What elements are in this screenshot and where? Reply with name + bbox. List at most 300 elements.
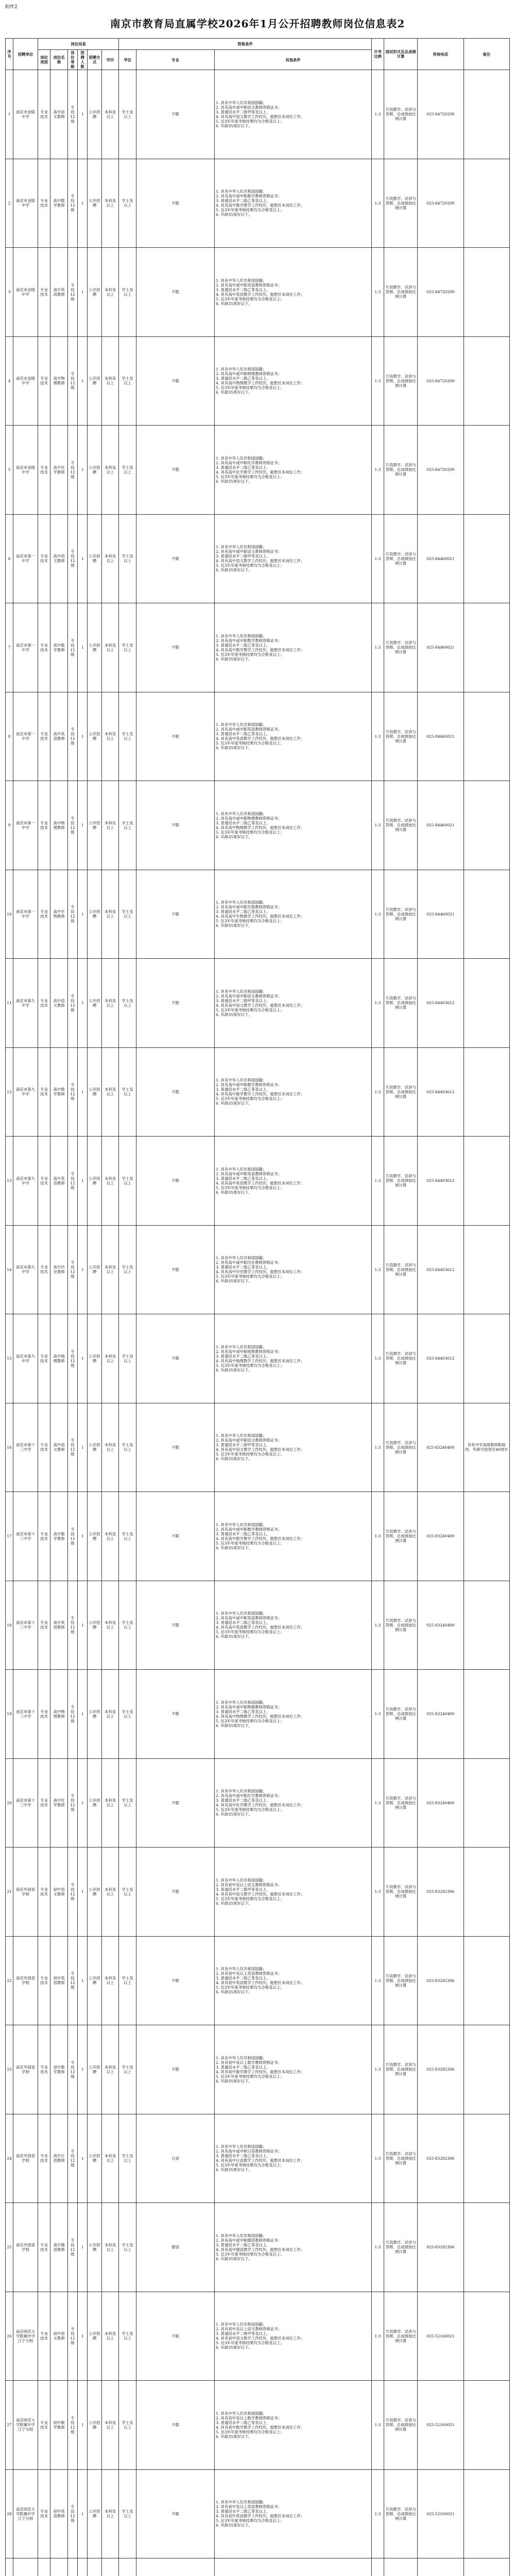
cell-phone: 025-83240400 (418, 1581, 464, 1670)
cell-degree: 学士及以上 (119, 1225, 136, 1314)
cell-assessment: 片段教学、试讲与答辩，总成绩按比例计算 (384, 1758, 418, 1848)
requirement-line: 2. 具有高中或中职数学教师资格证书； (216, 1082, 282, 1088)
cell-unit: 南京外国语学校 (13, 1936, 38, 2025)
requirement-line: 1. 具有中华人民共和国国籍； (216, 2411, 267, 2416)
cell-major: 不限 (136, 514, 214, 603)
cell-education: 本科及以上 (101, 781, 119, 870)
cell-level: 专技12级 (67, 2203, 77, 2292)
table-row (6, 1758, 510, 1848)
requirement-line: 1. 具有中华人民共和国国籍； (216, 545, 267, 550)
requirement-line: 6. 年龄35周岁以下。 (216, 656, 252, 662)
cell-note (464, 2025, 510, 2114)
cell-education: 本科及以上 (101, 426, 119, 515)
cell-degree: 学士及以上 (119, 336, 136, 426)
cell-education: 本科及以上 (101, 1848, 119, 1937)
header-link: 面试形式及总成绩计算 (384, 39, 418, 70)
requirement-line: 1. 具有中华人民共和国国籍； (216, 900, 267, 905)
cell-education: 本科及以上 (101, 603, 119, 692)
cell-mode: 公开招聘 (88, 1670, 101, 1759)
cell-position-name: 高中英语教师 (50, 248, 68, 337)
requirement-line: 6. 年龄35周岁以下。 (216, 1990, 252, 1995)
cell-phone: 025-84460021 (418, 603, 464, 692)
requirement-line: 2. 具有高中或中职数学教师资格证书； (216, 1527, 282, 1532)
cell-unit: 南京市第十三中学 (13, 1758, 38, 1848)
cell-idx: 28 (6, 2469, 13, 2558)
cell-mode: 公开招聘 (88, 1047, 101, 1137)
cell-unit: 南京市第一中学 (13, 603, 38, 692)
cell-mode: 公开招聘 (88, 870, 101, 959)
requirement-line: 2. 具有初中及以上英语教师资格证书； (216, 2504, 282, 2510)
cell-degree: 学士及以上 (119, 781, 136, 870)
cell-assessment: 片段教学、试讲与答辩，总成绩按比例计算 (384, 2469, 418, 2558)
cell-level: 专技12级 (67, 1670, 77, 1759)
cell-category: 专业技术 (38, 1492, 50, 1581)
cell-category: 专业技术 (38, 1225, 50, 1314)
requirement-line: 5. 近3年年度考核结果均为合格及以上； (216, 1896, 284, 1901)
requirement-line: 6. 年龄35周岁以下。 (216, 1634, 252, 1639)
cell-degree: 学士及以上 (119, 1758, 136, 1848)
cell-unit: 南京市金陵中学 (13, 70, 38, 159)
cell-phone: 025-83240400 (418, 1758, 464, 1848)
cell-phone: 025-84720209 (418, 426, 464, 515)
cell-unit: 南京市第十三中学 (13, 1670, 38, 1759)
cell-idx: 13 (6, 1137, 13, 1226)
requirement-line: 5. 近3年年度考核结果均为合格及以上； (216, 1630, 284, 1635)
cell-note (464, 2381, 510, 2470)
cell-mode: 公开招聘 (88, 692, 101, 781)
cell-unit: 南京市金陵中学 (13, 336, 38, 426)
cell-major: 不限 (136, 1581, 214, 1670)
cell-ratio: 1:3 (371, 1848, 384, 1937)
page-title: 南京市教育局直属学校2026年1月公开招聘教师岗位信息表2 (110, 18, 405, 30)
header-pname: 岗位名称 (50, 50, 68, 70)
cell-position-name: 初中数学教师 (50, 2381, 68, 2470)
requirement-line: 4. 具有初中数学教学工作经历，能胜任本岗位工作； (216, 2425, 305, 2430)
cell-ratio: 1:3 (371, 1670, 384, 1759)
cell-mode: 公开招聘 (88, 1492, 101, 1581)
requirement-line: 5. 近3年年度考核结果均为合格及以上； (216, 1007, 284, 1012)
cell-idx: 4 (6, 336, 13, 426)
cell-phone: 025-83282306 (418, 2203, 464, 2292)
cell-note (464, 1137, 510, 1226)
cell-requirements (215, 2203, 372, 2292)
cell-note (464, 2558, 510, 2576)
cell-major: 不限 (136, 1848, 214, 1937)
requirement-line: 1. 具有中华人民共和国国籍； (216, 455, 267, 461)
cell-mode: 公开招聘 (88, 1758, 101, 1848)
cell-education: 本科及以上 (101, 2381, 119, 2470)
header-mode: 招聘方式 (88, 50, 101, 70)
cell-note (464, 870, 510, 959)
requirement-line: 4. 具有初中语文教学工作经历，能胜任本岗位工作； (216, 1891, 305, 1896)
requirement-line: 1. 具有中华人民共和国国籍； (216, 1166, 267, 1172)
requirement-line: 3. 普通话水平二级甲等及以上。 (216, 554, 270, 559)
requirement-line: 1. 具有中华人民共和国国籍； (216, 1700, 267, 1705)
requirement-line: 6. 年龄35周岁以下。 (216, 1545, 252, 1550)
cell-idx: 7 (6, 603, 13, 692)
cell-mode: 公开招聘 (88, 2469, 101, 2558)
cell-assessment: 片段教学、试讲与答辩，总成绩按比例计算 (384, 1848, 418, 1937)
requirement-line: 1. 具有中华人民共和国国籍； (216, 2233, 267, 2238)
cell-position-name: 高中语文教师 (50, 1403, 68, 1492)
cell-requirements (215, 603, 372, 692)
cell-assessment: 片段教学、试讲与答辩，总成绩按比例计算 (384, 514, 418, 603)
requirement-line: 6. 年龄35周岁以下。 (216, 1812, 252, 1817)
cell-ratio: 1:3 (371, 870, 384, 959)
requirement-line: 2. 具有高中或中职语文教师资格证书； (216, 549, 282, 554)
requirement-line: 4. 具有高中英语教学工作经历，能胜任本岗位工作； (216, 1180, 305, 1185)
cell-idx: 12 (6, 1047, 13, 1137)
cell-level: 专技12级 (67, 70, 77, 159)
requirement-line: 4. 具有高中日语教学工作经历，能胜任本岗位工作； (216, 2158, 305, 2163)
header-unit: 招聘单位 (13, 39, 38, 70)
cell-unit: 南京市第十三中学 (13, 1492, 38, 1581)
cell-assessment: 片段教学、试讲与答辩，总成绩按比例计算 (384, 159, 418, 248)
cell-note (464, 159, 510, 248)
cell-major: 不限 (136, 159, 214, 248)
cell-category: 专业技术 (38, 1936, 50, 2025)
requirement-line: 3. 普通话水平二级乙等及以上。 (216, 732, 270, 737)
cell-category: 专业技术 (38, 2292, 50, 2381)
cell-level: 专技12级 (67, 959, 77, 1048)
cell-headcount: 1 (78, 1936, 88, 2025)
cell-requirements (215, 1848, 372, 1937)
requirement-line: 1. 具有中华人民共和国国籍； (216, 1344, 267, 1349)
cell-level: 专技12级 (67, 426, 77, 515)
table-row (6, 248, 510, 337)
requirement-line: 3. 普通话水平二级甲等及以上。 (216, 109, 270, 114)
cell-category: 专业技术 (38, 248, 50, 337)
table-row (6, 336, 510, 426)
table-row (6, 781, 510, 870)
table-row (6, 1225, 510, 1314)
cell-degree: 学士及以上 (119, 1137, 136, 1226)
cell-assessment: 片段教学、试讲与答辩，总成绩按比例计算 (384, 70, 418, 159)
cell-education: 本科及以上 (101, 870, 119, 959)
cell-phone: 025-84720209 (418, 336, 464, 426)
cell-requirements (215, 426, 372, 515)
cell-idx: 8 (6, 692, 13, 781)
table-body (6, 70, 510, 2576)
cell-category: 专业技术 (38, 514, 50, 603)
requirement-line: 2. 具有高中或中职语文教师资格证书； (216, 105, 282, 110)
requirement-line: 6. 年龄35周岁以下。 (216, 1012, 252, 1017)
cell-major: 不限 (136, 1047, 214, 1137)
requirement-line: 5. 近3年年度考核结果均为合格及以上； (216, 1807, 284, 1812)
requirement-line: 5. 近3年年度考核结果均为合格及以上； (216, 1540, 284, 1546)
requirement-line: 6. 年龄35周岁以下。 (216, 834, 252, 839)
cell-idx: 20 (6, 1758, 13, 1848)
cell-education: 本科及以上 (101, 1314, 119, 1403)
cell-assessment: 片段教学、试讲与答辩，总成绩按比例计算 (384, 2203, 418, 2292)
cell-category: 专业技术 (38, 1581, 50, 1670)
cell-idx: 1 (6, 70, 13, 159)
requirement-line: 5. 近3年年度考核结果均为合格及以上； (216, 829, 284, 835)
cell-level: 专技12级 (67, 1314, 77, 1403)
cell-major: 不限 (136, 336, 214, 426)
cell-headcount: 1 (78, 426, 88, 515)
cell-mode: 公开招聘 (88, 1848, 101, 1937)
cell-category: 专业技术 (38, 692, 50, 781)
table-row (6, 70, 510, 159)
requirement-line: 1. 具有中华人民共和国国籍； (216, 367, 267, 372)
requirement-line: 6. 年龄35周岁以下。 (216, 2523, 252, 2528)
cell-ratio: 1:3 (371, 1137, 384, 1226)
cell-phone: 025-84403612 (418, 1137, 464, 1226)
cell-mode: 公开招聘 (88, 1137, 101, 1226)
cell-requirements (215, 514, 372, 603)
cell-mode: 公开招聘 (88, 336, 101, 426)
job-table (5, 38, 510, 2576)
requirement-line: 5. 近3年年度考核结果均为合格及以上； (216, 474, 284, 479)
requirement-line: 3. 普通话水平二级乙等及以上。 (216, 642, 270, 648)
cell-headcount: 1 (78, 2381, 88, 2470)
requirement-line: 3. 普通话水平二级乙等及以上。 (216, 1709, 270, 1714)
cell-education: 本科及以上 (101, 2025, 119, 2114)
requirement-line: 2. 具有高中或中职英语教师资格证书； (216, 1616, 282, 1621)
cell-idx: 16 (6, 1403, 13, 1492)
requirement-line: 3. 普通话水平二级乙等及以上。 (216, 1976, 270, 1981)
cell-ratio: 1:3 (371, 2381, 384, 2470)
cell-phone: 025-84403612 (418, 959, 464, 1048)
cell-headcount: 1 (78, 70, 88, 159)
requirement-line: 1. 具有中华人民共和国国籍； (216, 278, 267, 283)
cell-position-name: 高中化学教师 (50, 1758, 68, 1848)
cell-headcount: 1 (78, 1225, 88, 1314)
cell-position-name: 初中英语教师 (50, 1936, 68, 2025)
requirement-line: 5. 近3年年度考核结果均为合格及以上； (216, 741, 284, 746)
cell-education: 本科及以上 (101, 1047, 119, 1137)
cell-idx: 14 (6, 1225, 13, 1314)
requirement-line: 3. 普通话水平二级乙等及以上。 (216, 1265, 270, 1270)
cell-major: 不限 (136, 959, 214, 1048)
cell-degree: 学士及以上 (119, 248, 136, 337)
cell-level (67, 2558, 77, 2576)
cell-unit: 南京师范大学附属中学江宁分校 (13, 2292, 38, 2381)
cell-note (464, 514, 510, 603)
cell-degree: 学士及以上 (119, 2025, 136, 2114)
cell-position-name: 初中英语教师 (50, 2469, 68, 2558)
cell-requirements (215, 1403, 372, 1492)
cell-unit: 南京外国语学校 (13, 2203, 38, 2292)
cell-headcount: 1 (78, 1758, 88, 1848)
cell-degree: 学士及以上 (119, 1936, 136, 2025)
cell-category: 专业技术 (38, 1848, 50, 1937)
cell-ratio: 1:3 (371, 2114, 384, 2203)
cell-major: 不限 (136, 1936, 214, 2025)
requirement-line: 2. 具有初中及以上语文教师资格证书； (216, 2327, 282, 2332)
requirement-line: 4. 具有高中数学教学工作经历，能胜任本岗位工作； (216, 1536, 305, 1541)
table-row (6, 1314, 510, 1403)
cell-idx: 26 (6, 2292, 13, 2381)
cell-position-name: 高中德语教师 (50, 2203, 68, 2292)
requirement-line: 5. 近3年年度考核结果均为合格及以上； (216, 1363, 284, 1368)
cell-category: 专业技术 (38, 159, 50, 248)
cell-assessment: 片段教学、试讲与答辩，总成绩按比例计算 (384, 1314, 418, 1403)
cell-position-name: 高中英语教师 (50, 1137, 68, 1226)
cell-unit: 南京外国语学校 (13, 2114, 38, 2203)
requirement-line: 4. 具有高中历史教学工作经历，能胜任本岗位工作； (216, 1269, 305, 1275)
cell-ratio: 1:3 (371, 1936, 384, 2025)
requirement-line: 3. 普通话水平二级乙等及以上。 (216, 198, 270, 204)
cell-headcount: 1 (78, 159, 88, 248)
cell-level: 专技12级 (67, 2025, 77, 2114)
cell-education: 本科及以上 (101, 959, 119, 1048)
cell-category: 专业技术 (38, 70, 50, 159)
header-major: 专业 (136, 50, 214, 70)
cell-note (464, 692, 510, 781)
cell-requirements (215, 1670, 372, 1759)
cell-unit: 南京市第九中学 (13, 1047, 38, 1137)
cell-idx: 5 (6, 426, 13, 515)
cell-category: 专业技术 (38, 2381, 50, 2470)
table-row (6, 603, 510, 692)
requirement-line: 1. 具有中华人民共和国国籍； (216, 1967, 267, 1972)
cell-note (464, 1047, 510, 1137)
cell-major: 不限 (136, 70, 214, 159)
cell-mode: 公开招聘 (88, 1225, 101, 1314)
cell-unit: 南京市金陵中学 (13, 426, 38, 515)
cell-assessment: 片段教学、试讲与答辩，总成绩按比例计算 (384, 1137, 418, 1226)
cell-assessment: 片段教学、试讲与答辩，总成绩按比例计算 (384, 870, 418, 959)
requirement-line: 2. 具有高中或中职生物教师资格证书； (216, 905, 282, 910)
cell-idx: 27 (6, 2381, 13, 2470)
cell-requirements (215, 1758, 372, 1848)
requirement-line: 3. 普通话水平二级甲等及以上。 (216, 2331, 270, 2336)
table-row (6, 2381, 510, 2470)
cell-headcount: 1 (78, 781, 88, 870)
requirement-line: 6. 年龄35周岁以下。 (216, 1901, 252, 1906)
cell-ratio: 1:3 (371, 1492, 384, 1581)
requirement-line: 2. 具有高中或中职物理教师资格证书； (216, 1704, 282, 1709)
cell-degree: 学士及以上 (119, 159, 136, 248)
requirement-line: 6. 年龄35周岁以下。 (216, 1190, 252, 1195)
cell-level: 专技12级 (67, 2114, 77, 2203)
cell-level: 专技12级 (67, 1225, 77, 1314)
table-row (6, 959, 510, 1048)
cell-ratio: 1:3 (371, 1225, 384, 1314)
cell-headcount: 1 (78, 1492, 88, 1581)
requirement-line: 6. 年龄35周岁以下。 (216, 479, 252, 484)
cell-assessment: 片段教学、试讲与答辩，总成绩按比例计算 (384, 692, 418, 781)
cell-phone: 025-52160021 (418, 2292, 464, 2381)
cell-mode: 公开招聘 (88, 2025, 101, 2114)
table-row (6, 2114, 510, 2203)
cell-ratio: 1:3 (371, 248, 384, 337)
cell-assessment: 片段教学、试讲与答辩，总成绩按比例计算 (384, 1581, 418, 1670)
cell-note (464, 2292, 510, 2381)
cell-major: 不限 (136, 2469, 214, 2558)
cell-education: 本科及以上 (101, 2292, 119, 2381)
cell-degree: 学士及以上 (119, 870, 136, 959)
cell-idx: 6 (6, 514, 13, 603)
requirement-line: 1. 具有中华人民共和国国籍； (216, 189, 267, 194)
cell-position-name: 高中英语教师 (50, 692, 68, 781)
requirement-line: 2. 具有高中或中职英语教师资格证书； (216, 1171, 282, 1176)
cell-category: 专业技术 (38, 426, 50, 515)
cell-note (464, 336, 510, 426)
cell-position-name: 高中化学教师 (50, 426, 68, 515)
cell-unit: 南京市第一中学 (13, 514, 38, 603)
cell-major: 德语 (136, 2203, 214, 2292)
cell-headcount: 1 (78, 1670, 88, 1759)
requirement-line: 3. 普通话水平二级甲等及以上。 (216, 998, 270, 1003)
cell-assessment (384, 2558, 418, 2576)
cell-education: 本科及以上 (101, 1225, 119, 1314)
cell-note (464, 1492, 510, 1581)
cell-major: 不限 (136, 1758, 214, 1848)
cell-degree: 学士及以上 (119, 1670, 136, 1759)
cell-position-name: 高中语文教师 (50, 959, 68, 1048)
cell-education: 本科及以上 (101, 514, 119, 603)
cell-position-name: 初中语文教师 (50, 1848, 68, 1937)
cell-requirements (215, 781, 372, 870)
cell-education: 本科及以上 (101, 70, 119, 159)
cell-phone: 025-83282306 (418, 2025, 464, 2114)
cell-headcount: 1 (78, 1848, 88, 1937)
cell-degree: 学士及以上 (119, 1314, 136, 1403)
cell-idx: 10 (6, 870, 13, 959)
cell-requirements (215, 692, 372, 781)
cell-ratio: 1:3 (371, 1047, 384, 1137)
cell-mode: 公开招聘 (88, 2114, 101, 2203)
cell-level: 专技12级 (67, 692, 77, 781)
cell-phone: 025-84403612 (418, 1047, 464, 1137)
cell-level: 专技12级 (67, 514, 77, 603)
requirement-line: 4. 具有高中物理教学工作经历，能胜任本岗位工作； (216, 825, 305, 830)
header-ratio: 开考比例 (371, 39, 384, 70)
requirement-line: 6. 年龄35周岁以下。 (216, 301, 252, 306)
table-row (6, 870, 510, 959)
cell-mode: 公开招聘 (88, 1936, 101, 2025)
requirement-line: 2. 具有初中及以上语文教师资格证书； (216, 1882, 282, 1887)
table-row (6, 1492, 510, 1581)
requirement-line: 3. 普通话水平二级乙等及以上。 (216, 1798, 270, 1803)
requirement-line: 3. 普通话水平二级乙等及以上。 (216, 1176, 270, 1181)
cell-phone: 025-83240400 (418, 1403, 464, 1492)
cell-level: 专技12级 (67, 1492, 77, 1581)
header-phone: 咨询电话 (418, 39, 464, 70)
table-row (6, 2292, 510, 2381)
annex-label: 附件2 (5, 5, 18, 10)
cell-major: 不限 (136, 426, 214, 515)
header-level: 岗位等级 (67, 50, 77, 70)
requirement-line: 4. 具有高中语文教学工作经历，能胜任本岗位工作； (216, 114, 305, 119)
requirement-line: 2. 具有高中或中职物理教师资格证书； (216, 816, 282, 821)
cell-mode: 公开招聘 (88, 248, 101, 337)
requirement-line: 2. 具有高中或中职化学教师资格证书； (216, 1793, 282, 1799)
cell-major: 不限 (136, 1492, 214, 1581)
requirement-line: 6. 年龄35周岁以下。 (216, 212, 252, 217)
cell-mode: 公开招聘 (88, 2203, 101, 2292)
requirement-line: 5. 近3年年度考核结果均为合格及以上； (216, 563, 284, 568)
table-row (6, 1936, 510, 2025)
cell-mode: 公开招聘 (88, 159, 101, 248)
requirement-line: 1. 具有中华人民共和国国籍； (216, 1611, 267, 1616)
cell-position-name (50, 2558, 68, 2576)
cell-note (464, 1848, 510, 1937)
requirement-line: 1. 具有中华人民共和国国籍； (216, 1078, 267, 1083)
cell-note (464, 959, 510, 1048)
table-row (6, 692, 510, 781)
cell-mode: 公开招聘 (88, 2381, 101, 2470)
requirement-line: 2. 具有高中或中职日语教师资格证书； (216, 2149, 282, 2154)
cell-position-name: 高中地理教师 (50, 1314, 68, 1403)
cell-requirements (215, 248, 372, 337)
cell-mode: 公开招聘 (88, 2292, 101, 2381)
requirement-line: 3. 普通话水平二级乙等及以上。 (216, 2064, 270, 2070)
requirement-line: 5. 近3年年度考核结果均为合格及以上； (216, 208, 284, 213)
